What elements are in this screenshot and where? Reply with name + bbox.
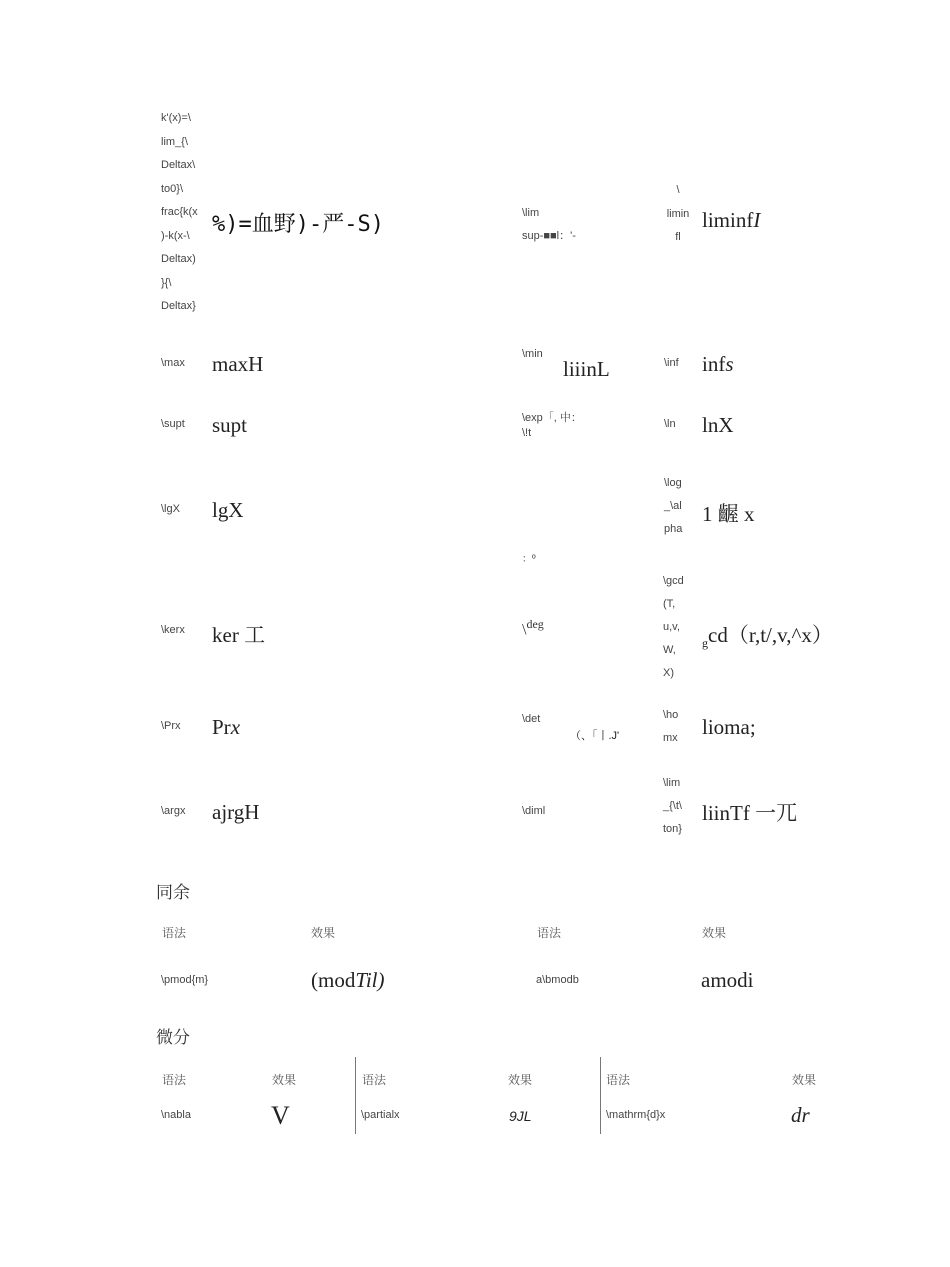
column-divider (355, 1057, 356, 1134)
effect-cell (702, 619, 833, 651)
syntax-cell (664, 472, 682, 541)
effect-text: Pr (212, 715, 231, 739)
syntax-cell: \max (161, 357, 185, 369)
syntax-line: X) (663, 667, 674, 679)
syntax-line: W, (663, 644, 676, 656)
syntax-line: pha (664, 523, 683, 535)
syntax-line: (T, (663, 598, 676, 610)
effect-text: liminf (702, 208, 754, 232)
syntax-cell: \kerx (161, 624, 185, 636)
effect-cell: 1 齷 x (702, 502, 755, 526)
syntax-line: frac{k(x (161, 206, 198, 218)
column-header-syntax: 语法 (362, 1073, 387, 1087)
syntax-cell (522, 202, 576, 248)
syntax-cell: \det (522, 713, 541, 725)
syntax-line: )-k(x-\ (161, 229, 190, 242)
syntax-line: limin (666, 207, 690, 220)
effect-cell: amodi (701, 968, 754, 992)
column-header-effect: 效果 (311, 926, 336, 940)
effect-cell: liiinL (563, 357, 610, 381)
effect-cell: lgX (212, 498, 244, 522)
syntax-line: \!t (522, 427, 532, 439)
column-header-effect: 效果 (272, 1073, 297, 1087)
effect-cell: （、「丨.J' (570, 730, 620, 742)
syntax-cell: \min (522, 348, 543, 360)
syntax-cell (663, 570, 684, 685)
syntax-cell: \lgX (161, 503, 180, 515)
syntax-line: sup-■■l：'- (522, 230, 576, 242)
note-text: ：º (522, 554, 536, 565)
syntax-cell: \ln (664, 418, 676, 430)
effect-cell: V (271, 1101, 290, 1130)
effect-cell (311, 968, 385, 993)
syntax-cell (522, 411, 582, 441)
effect-cell: ajrgH (212, 800, 260, 824)
effect-italic: I (753, 208, 761, 232)
syntax-cell (663, 704, 678, 750)
syntax-line: \lim (663, 777, 681, 789)
effect-cell (702, 352, 734, 377)
column-header-syntax: 语法 (606, 1073, 631, 1087)
effect-cell (702, 208, 760, 233)
column-header-syntax: 语法 (537, 926, 562, 940)
section-heading-differential: 微分 (156, 1028, 190, 1047)
effect-italic: s (725, 352, 734, 376)
syntax-line: lim_{\ (161, 135, 188, 148)
column-divider (600, 1057, 601, 1134)
syntax-cell: \partialx (361, 1109, 400, 1121)
syntax-cell: \nabla (161, 1109, 191, 1121)
section-heading-congruence: 同余 (156, 883, 190, 902)
effect-text: inf (702, 352, 726, 376)
effect-cell (212, 715, 240, 740)
effect-cell: ker 工 (212, 623, 266, 647)
syntax-cell: \supt (161, 418, 185, 430)
syntax-cell: \inf (664, 357, 679, 369)
syntax-line: Deltax\ (161, 159, 196, 171)
effect-cell: 9JL (509, 1108, 532, 1124)
effect-cell: liinTf 一兀 (702, 801, 798, 825)
syntax-line: u,v, (663, 621, 680, 633)
syntax-line: \ (676, 184, 680, 196)
effect-text: cd（r,t/,v,^x） (708, 623, 833, 647)
syntax-cell: \mathrm{d}x (606, 1109, 666, 1121)
syntax-line: _{\t\ (663, 800, 682, 812)
syntax-line: mx (663, 732, 678, 744)
effect-cell (522, 617, 544, 639)
effect-superscript: deg (526, 617, 544, 631)
syntax-line: to0}\ (161, 182, 184, 195)
column-header-effect: 效果 (792, 1073, 817, 1087)
syntax-line: \exp「, 中： (522, 412, 582, 424)
syntax-cell: \pmod{m} (161, 974, 209, 986)
syntax-line: \gcd (663, 575, 684, 587)
syntax-line: _\al (664, 500, 682, 512)
syntax-cell (663, 772, 682, 841)
effect-cell: supt (212, 413, 248, 437)
syntax-line: \lim (522, 207, 540, 219)
effect-italic: Til) (355, 968, 385, 992)
syntax-line: Deltax} (161, 300, 196, 312)
effect-cell: lnX (702, 413, 734, 437)
syntax-line: k'(x)=\ (161, 112, 191, 124)
syntax-line: }{\ (161, 276, 172, 289)
syntax-line: \ho (663, 709, 679, 721)
column-header-effect: 效果 (702, 926, 727, 940)
effect-text: (mod (311, 968, 356, 992)
syntax-cell: a\bmodb (536, 974, 579, 986)
syntax-line: \log (664, 477, 682, 489)
effect-cell: lioma; (702, 715, 756, 739)
syntax-cell (664, 179, 692, 250)
column-header-syntax: 语法 (162, 1073, 187, 1087)
syntax-line: Deltax) (161, 253, 196, 265)
effect-text: \ (522, 621, 527, 639)
syntax-cell: \diml (522, 805, 546, 817)
column-header-syntax: 语法 (162, 926, 187, 940)
effect-cell: dr (791, 1103, 810, 1127)
effect-cell: %)=血野)-严-S) (212, 212, 384, 237)
syntax-line: fl (675, 231, 681, 243)
syntax-cell: \argx (161, 805, 186, 817)
effect-cell: maxH (212, 352, 264, 376)
syntax-line: ton} (663, 823, 682, 835)
effect-italic: x (230, 715, 241, 739)
syntax-cell: \Prx (161, 720, 181, 732)
syntax-cell (161, 107, 205, 319)
effect-subscript: g (702, 636, 708, 651)
column-header-effect: 效果 (508, 1073, 533, 1087)
